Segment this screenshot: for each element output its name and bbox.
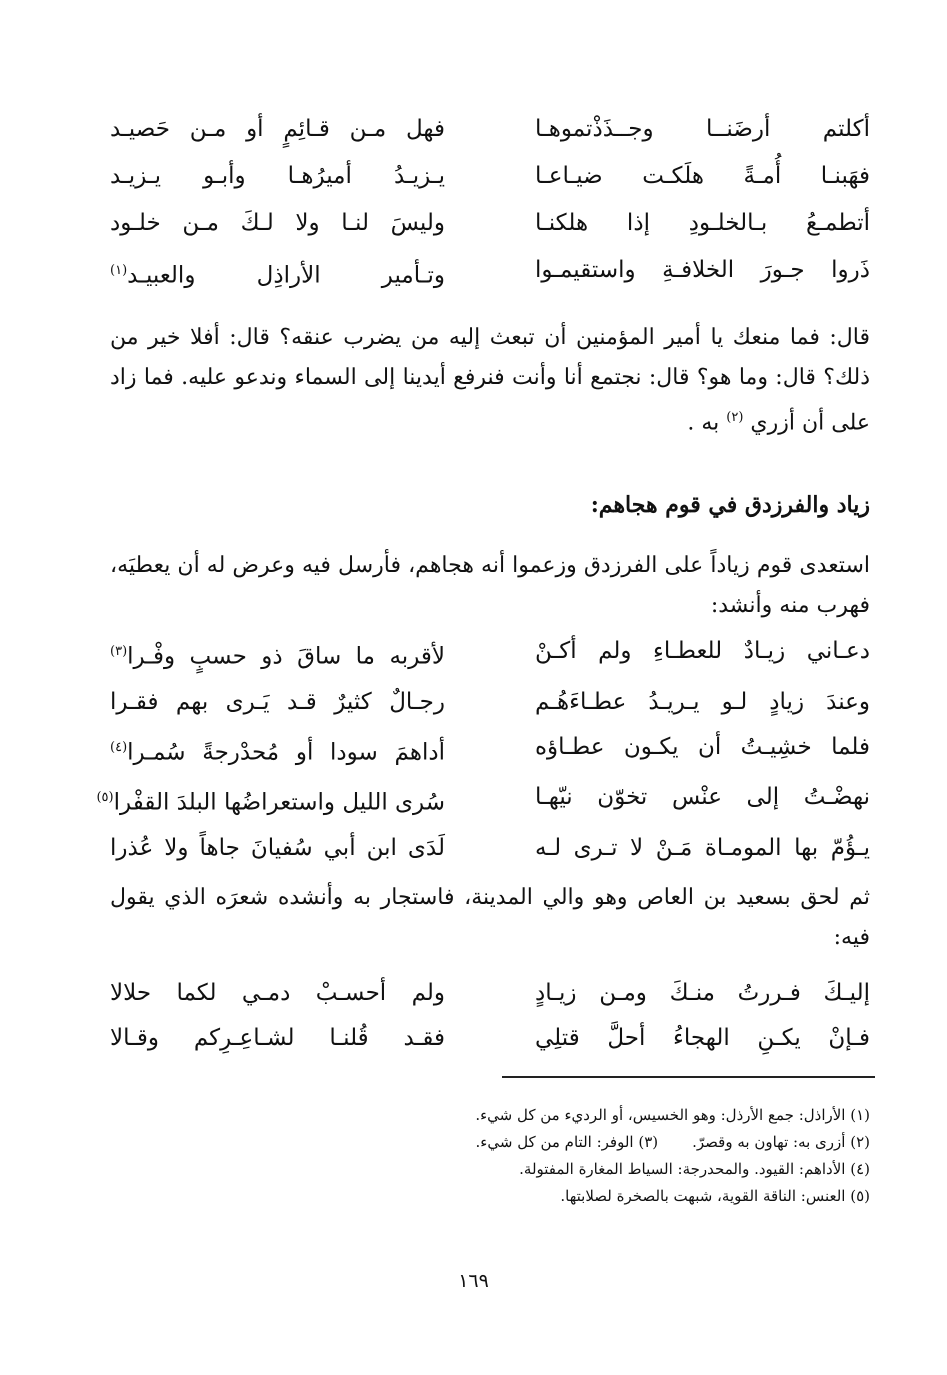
verse-hemistich-first: أكلتم أرضَنــا وجــذَذْتموهـا xyxy=(535,116,870,142)
verse xyxy=(110,640,870,669)
verse-hemistich-first: فـإنْ يكـنِ الهجاءُ أحلَّ قتلِي xyxy=(535,1025,870,1051)
verse-hemistich-second xyxy=(96,786,445,816)
verse xyxy=(110,688,870,715)
hemistich-text: وليسَ لنـا ولا لـكَ مـن خلـود xyxy=(110,210,445,236)
verse-hemistich-second xyxy=(110,212,445,235)
hemistich-text: فقـد قُلنـا لشـاعِـرِكم وقـالا xyxy=(110,1025,445,1051)
verse-hemistich-first: وعندَ زيادٍ لـو يـريـدُ عطـاءَهُـم xyxy=(535,688,870,715)
hemistich-text: وتـأمير الأراذِل والعبيـد xyxy=(127,262,445,289)
hemistich-text: يـزيـدُ أميرُهـا وأبـو يـزيـد xyxy=(110,163,445,189)
verse-hemistich-first: ذَروا جـورَ الخلافـةِ واستقيمـوا xyxy=(535,257,870,283)
verse-hemistich-second xyxy=(110,118,445,141)
hemistich-text: ولم أحسـبْ دمـي لكما حلالا xyxy=(110,980,445,1006)
verse xyxy=(110,165,870,188)
paragraph-3: ثم لحق بسعيد بن العاص وهو والي المدينة، فاستجار به وأنشده شعرَه الذي يقول فيه: xyxy=(110,885,870,950)
hemistich-text: فهل مـن قـائِمٍ أو مـن حَصيـد xyxy=(110,116,445,142)
verse-hemistich-first: يـؤُمّ بها المومـاة مَـنْ لا تـرى لـه xyxy=(535,834,870,861)
footnote-rule xyxy=(502,1076,875,1078)
poem-3 xyxy=(110,982,870,1050)
footnote-2: (٢) أزرى به: تهاون به وقصرّ. xyxy=(692,1133,870,1151)
verse-hemistich-first: إليـكَ فـررتُ منـكَ ومـن زيـادٍ xyxy=(535,980,870,1006)
footnote-4: (٤) الأداهم: القيود. والمحدرجة: السياط المغارة المفتولة. xyxy=(519,1160,870,1178)
footnote-marker: (٣) xyxy=(110,644,128,659)
verse xyxy=(110,982,870,1005)
hemistich-text: أداهمَ سودا أو مُحدْرجةً سُمـرا xyxy=(127,739,445,766)
verse xyxy=(110,733,870,766)
paragraph-2: استعدى قوم زياداً على الفرزدق وزعموا أنه هجاهم، فأرسل فيه وعرض له أن يعطيَه، فهرب منه وأنشد: xyxy=(110,553,870,618)
footnote-5: (٥) العنس: الناقة القوية، شبهت بالصخرة لصلابتها. xyxy=(560,1187,870,1205)
footnote-1: (١) الأراذل: جمع الأرذل: وهو الخسيس، أو الرديء من كل شيء. xyxy=(475,1106,870,1124)
verse xyxy=(110,1027,870,1050)
verse xyxy=(110,259,870,288)
verse-hemistich-first: فلما خشِيـتُ أن يكـون عطـاؤه xyxy=(535,733,870,760)
paragraph-1 xyxy=(110,318,870,443)
footnotes xyxy=(110,1102,870,1210)
verse-hemistich-second xyxy=(110,688,445,715)
footnote-marker: (٤) xyxy=(110,739,128,755)
paragraph-text-tail: به . xyxy=(687,410,720,436)
footnote-marker: (١) xyxy=(110,263,128,278)
verse-hemistich-first: أتطمـعُ بـالخلـودِ إذا هلكنـا xyxy=(535,210,870,236)
verse-hemistich-second xyxy=(110,834,445,861)
footnote-row xyxy=(110,1129,870,1156)
verse xyxy=(96,784,870,816)
hemistich-text: لَدَى ابن أبي سُفيانَ جاهاً ولا عُذرا xyxy=(110,834,445,861)
poem-1 xyxy=(110,118,870,288)
verse-hemistich-second xyxy=(110,736,445,765)
verse-hemistich-second xyxy=(110,1027,445,1050)
verse xyxy=(110,834,870,861)
verse-hemistich-second xyxy=(110,982,445,1005)
verse-hemistich-first: فهَبنـا أُمـةً هلَكـت ضيـاعـا xyxy=(535,163,870,189)
hemistich-text: رجـالٌ كثيرٌ قـد يَـرى بهم فقـرا xyxy=(110,688,445,715)
page-number: ١٦٩ xyxy=(458,1270,489,1292)
verse xyxy=(110,118,870,141)
verse xyxy=(110,212,870,235)
verse-hemistich-second xyxy=(110,640,445,669)
verse-hemistich-first: نهضْـتُ إلى عنْس تخوّن نيّهـا xyxy=(535,784,870,811)
footnote-marker: (٥) xyxy=(96,790,114,806)
hemistich-text: لأقربه ما ساقَ ذو حسبٍ وفْـرا xyxy=(127,643,445,670)
verse-hemistich-second xyxy=(110,165,445,188)
section-heading: زياد والفرزدق في قوم هجاهم: xyxy=(590,492,870,518)
poem-2 xyxy=(96,638,870,861)
footnote-3: (٣) الوفر: التام من كل شيء. xyxy=(475,1133,659,1151)
paragraph-text: قال: فما منعك يا أمير المؤمنين أن تبعث إليه من يضرب عنقه؟ قال: أفلا خير من ذلك؟ قال: وما هو؟ قال: نجتمع أنا وأنت فنرفع أيدينا إلى السماء وندعو عليه. فما زاد على أن أزري xyxy=(110,325,870,436)
hemistich-text: سُرى الليل واستعراضُها البلدَ القفْرا xyxy=(113,789,445,816)
footnote-marker: (٢) xyxy=(726,410,744,425)
verse-hemistich-second xyxy=(110,259,445,288)
verse-hemistich-first: دعـاني زيـادٌ للعطـاءِ ولم أكـنْ xyxy=(535,638,870,664)
